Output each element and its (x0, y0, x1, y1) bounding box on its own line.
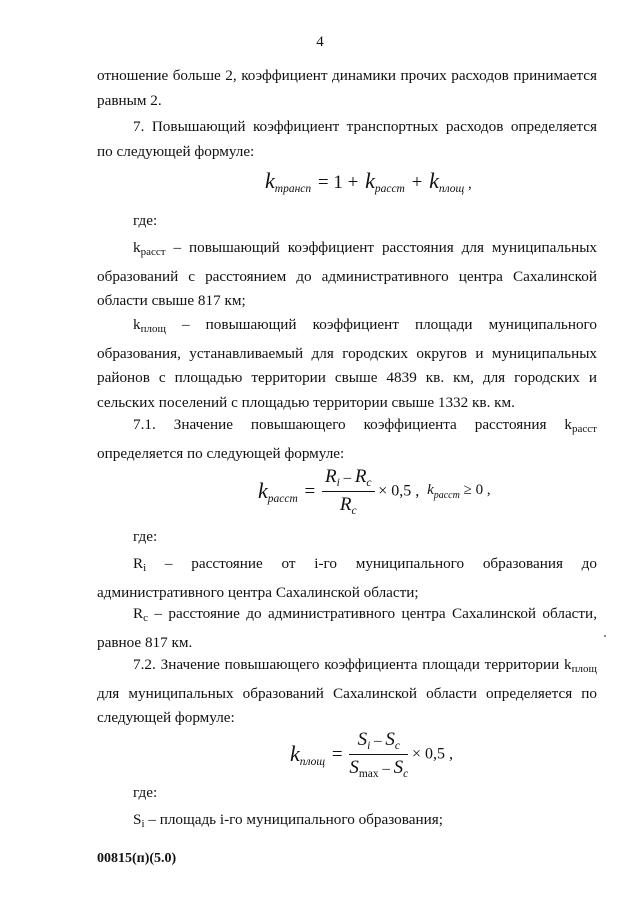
where-label-1: где: (133, 212, 158, 229)
fraction-area: $\frac{S_i - S_c}{S_{max} - S_c}$ (349, 729, 409, 780)
document-code-footer: 00815(п)(5.0) (97, 851, 177, 866)
definition-si: Si – площадь i-го муниципального образования; (133, 811, 443, 830)
page-number: 4 (316, 34, 324, 50)
paragraph-7-1: 7.1. Значение повышающего коэффициента расстояния kрасст определяется по следующей формуле: (97, 416, 597, 462)
paragraph-7: 7. Повышающий коэффициент транспортных расходов определяется по следующей формуле: (97, 118, 597, 160)
definition-k-plosh: kплощ – повышающий коэффициент площади муниципального образования, устанавливаемый для городских округов и муниципальных районов с площадью территории свыше 4839 кв. км, для городских и сельских поселений с площадью территории свыше 1332 кв. км. (97, 316, 597, 411)
definition-rc: Rc – расстояние до административного центра Сахалинской области, равное 817 км. (97, 605, 597, 651)
where-label-3: где: (133, 784, 158, 801)
paragraph-intro: отношение больше 2, коэффициент динамики прочих расходов принимается равным 2. (97, 67, 597, 109)
formula-area-coefficient: $k_{площ}$ = $\frac{S_i - S_c}{S_{max} - S_c}$ × 0,5 , (290, 729, 454, 780)
fraction-distance: $\frac{R_i - R_c}{R_c}$ (322, 466, 375, 517)
scan-speck (604, 635, 606, 637)
paragraph-7-2: 7.2. Значение повышающего коэффициента площади территории kплощ для муниципальных образований Сахалинской области определяется по следующей формуле: (97, 656, 597, 726)
formula-transport-coefficient: $k_{трансп} = 1 + k_{расст} + k_{площ}$ , (265, 168, 472, 195)
formula-distance-coefficient: $k_{расст}$ = $\frac{R_i - R_c}{R_c}$ × 0,5 , $k_{расст} \ge 0$ , (258, 466, 491, 517)
definition-ri: Ri – расстояние от i-го муниципального образования до административного центра Сахалинской области; (97, 555, 597, 601)
where-label-2: где: (133, 528, 158, 545)
definition-k-rasst: kрасст – повышающий коэффициент расстояния для муниципальных образований с расстоянием до административного центра Сахалинской области свыше 817 км; (97, 239, 597, 309)
